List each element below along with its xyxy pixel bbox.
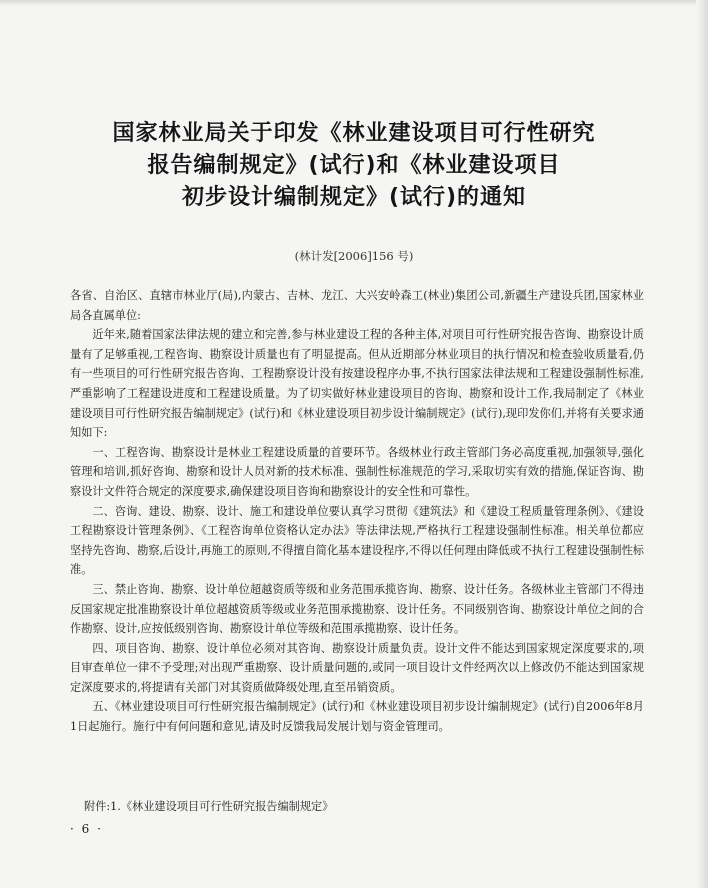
paragraph-item-2: 二、咨询、建设、勘察、设计、施工和建设单位要认真学习贯彻《建筑法》和《建设工程质量管理条例》、《建设工程勘察设计管理条例》、《工程咨询单位资格认定办法》等法律法规,严格执行工程建设强制性标准。相关单位都应坚持先咨询、勘察,后设计,再施工的原则,不得擅自简化基本建设程序,不得以任何理由降低或不执行工程建设强制性标准。 [70, 504, 644, 577]
document-title [70, 118, 638, 214]
paragraph-item-1: 一、工程咨询、勘察设计是林业工程建设质量的首要环节。各级林业行政主管部门务必高度重视,加强领导,强化管理和培训,抓好咨询、勘察和设计人员对新的技术标准、强制性标准规范的学习,采取切实有效的措施,保证咨询、勘察设计文件符合规定的深度要求,确保建设项目咨询和勘察设计的安全性和可靠性。 [70, 445, 644, 498]
title-line-1: 国家林业局关于印发《林业建设项目可行性研究 [112, 121, 596, 146]
paragraph-item-3: 三、禁止咨询、勘察、设计单位超越资质等级和业务范围承揽咨询、勘察、设计任务。各级林业主管部门不得违反国家规定批准勘察设计单位超越资质等级或业务范围承揽勘察、设计任务。不同级别咨询、勘察设计单位之间的合作勘察、设计,应按低级别咨询、勘察设计单位等级和范围承揽勘察、设计任务。 [70, 582, 644, 636]
paragraph-item-4: 四、项目咨询、勘察、设计单位必须对其咨询、勘察设计质量负责。设计文件不能达到国家规定深度要求的,项目审查单位一律不予受理;对出现严重勘察、设计质量问题的,或同一项目设计文件经两次以上修改仍不能达到国家规定深度要求的,将提请有关部门对其资质做降级处理,直至吊销资质。 [70, 641, 644, 694]
page-number: · 6 · [70, 822, 103, 836]
title-line-2: 报告编制规定》(试行)和《林业建设项目 [147, 153, 561, 178]
document-body [70, 286, 644, 737]
scan-edge-right [696, 0, 708, 888]
scan-edge-top [0, 0, 708, 6]
attachment-line: 附件:1.《林业建设项目可行性研究报告编制规定》 [84, 800, 334, 813]
paragraph-intro: 近年来,随着国家法律法规的建立和完善,参与林业建设工程的各种主体,对项目可行性研究报告咨询、勘察设计质量有了足够重视,工程咨询、勘察设计质量也有了明显提高。但从近期部分林业项目的执行情况和检查验收质量看,仍有一些项目的可行性研究报告咨询、工程勘察设计没有按建设程序办事,不执行国家法律法规和工程建设强制性标准,严重影响了工程建设进度和工程建设质量。为了切实做好林业建设项目的咨询、勘察和设计工作,我局制定了《林业建设项目可行性研究报告编制规定》(试行)和《林业建设项目初步设计编制规定》(试行),现印发你们,并将有关要求通知如下: [70, 328, 644, 440]
document-number: (林计发[2006]156 号) [294, 249, 414, 263]
paragraph-item-5: 五、《林业建设项目可行性研究报告编制规定》(试行)和《林业建设项目初步设计编制规定》(试行)自2006年8月1日起施行。施行中有何问题和意见,请及时反馈我局发展计划与资金管理司。 [70, 700, 644, 734]
title-line-3: 初步设计编制规定》(试行)的通知 [181, 185, 527, 210]
addressee: 各省、自治区、直辖市林业厅(局),内蒙古、吉林、龙江、大兴安岭森工(林业)集团公司,新疆生产建设兵团,国家林业局各直属单位: [70, 289, 644, 322]
